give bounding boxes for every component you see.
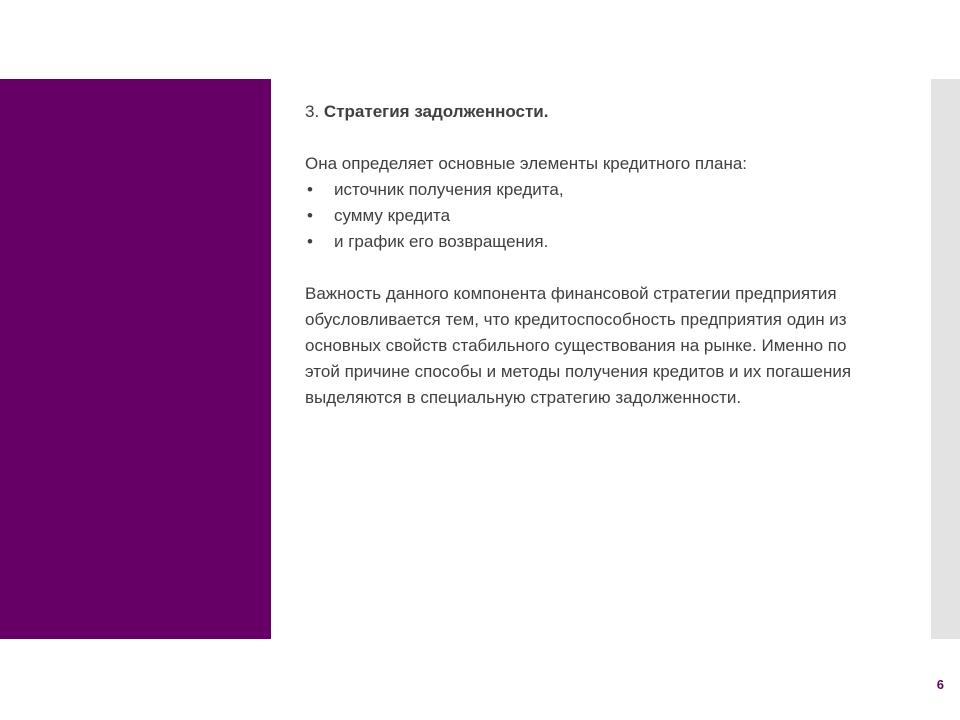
bullet-text: сумму кредита (334, 206, 451, 225)
accent-band (0, 79, 271, 639)
side-strip (931, 79, 960, 639)
list-item (305, 177, 905, 203)
list-item (305, 229, 905, 255)
intro-text: Она определяет основные элементы кредитного плана: (305, 154, 748, 173)
page-number: 6 (936, 677, 944, 692)
list-item (305, 203, 905, 229)
bullet-text: источник получения кредита, (334, 180, 564, 199)
heading-number: 3. (305, 102, 320, 121)
slide-heading (305, 99, 905, 125)
bullet-text: и график его возвращения. (334, 232, 549, 251)
bullet-icon: • (307, 180, 313, 199)
heading-text: Стратегия задолженности. (323, 102, 549, 121)
bullet-list (305, 177, 905, 255)
body-paragraph: Важность данного компонента финансовой стратегии предприятия обусловливается тем, что кредитоспособность предприятия один из основных свойств стабильного существования на рынке. Именно по этой причине способы и методы получения кредитов и их погашения выделяются в специальную стратегию задолженности. (305, 284, 852, 407)
slide-content (305, 99, 905, 411)
bullet-icon: • (307, 206, 313, 225)
bullet-icon: • (307, 232, 313, 251)
